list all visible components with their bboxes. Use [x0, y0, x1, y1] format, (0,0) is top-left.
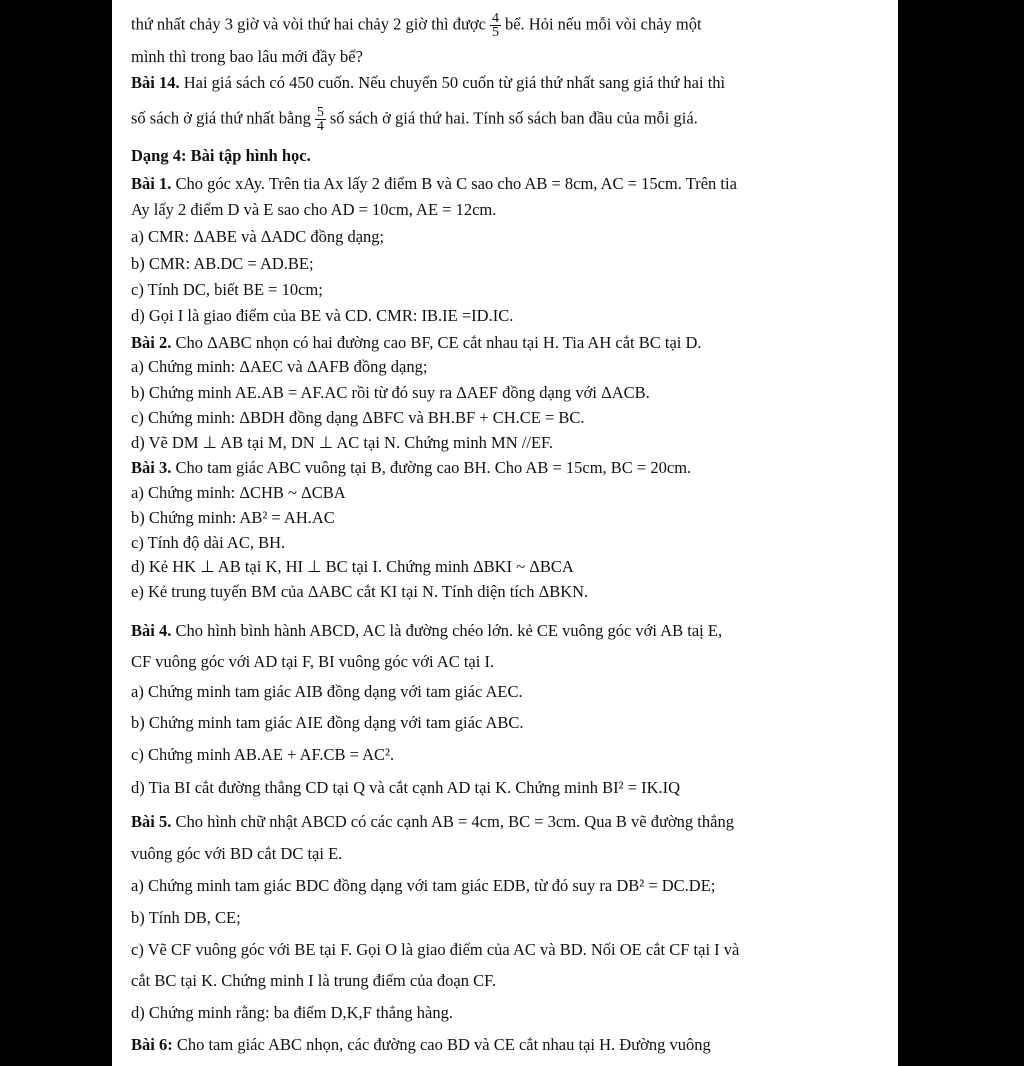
text-line: số sách ở giá thứ nhất bằng $\frac{5}{4}$ số sách ở giá thứ hai. Tính số sách ban đầu của mỗi giá.: [131, 105, 698, 134]
text-line: Bài 3. Cho tam giác ABC vuông tại B, đường cao BH. Cho AB = 15cm, BC = 20cm.: [131, 458, 692, 477]
text-line: c) Tính DC, biết BE = 10cm;: [131, 280, 323, 299]
text-line: Ay lấy 2 điểm D và E sao cho AD = 10cm, AE = 12cm.: [131, 200, 497, 219]
text-line: cắt BC tại K. Chứng minh I là trung điểm của đoạn CF.: [131, 971, 497, 990]
text-line: Bài 1. Cho góc xAy. Trên tia Ax lấy 2 điểm B và C sao cho AB = 8cm, AC = 15cm. Trên tia: [131, 174, 737, 193]
text-line: d) Vẽ DM ⊥ AB tại M, DN ⊥ AC tại N. Chứng minh MN //EF.: [131, 433, 553, 452]
text-line: Bài 14. Hai giá sách có 450 cuốn. Nếu chuyển 50 cuốn từ giá thứ nhất sang giá thứ hai thì: [131, 73, 726, 92]
text-line: a) Chứng minh: ΔAEC và ΔAFB đồng dạng;: [131, 357, 428, 376]
text-line: a) Chứng minh tam giác BDC đồng dạng với tam giác EDB, từ đó suy ra DB² = DC.DE;: [131, 876, 716, 895]
document-page: [112, 0, 898, 1066]
text-line: Bài 4. Cho hình bình hành ABCD, AC là đường chéo lớn. kẻ CE vuông góc với AB taị E,: [131, 621, 723, 640]
text-line: d) Gọi I là giao điểm của BE và CD. CMR: IB.IE =ID.IC.: [131, 306, 514, 325]
text-line: c) Chứng minh: ΔBDH đồng dạng ΔBFC và BH.BF + CH.CE = BC.: [131, 408, 585, 427]
text-line: a) CMR: ΔABE và ΔADC đồng dạng;: [131, 227, 385, 246]
text-line: e) Kẻ trung tuyến BM của ΔABC cắt KI tại N. Tính diện tích ΔBKN.: [131, 582, 589, 601]
text-line: c) Tính độ dài AC, BH.: [131, 533, 286, 552]
text-line: b) Chứng minh: AB² = AH.AC: [131, 508, 335, 527]
text-line: Bài 6: Cho tam giác ABC nhọn, các đường cao BD và CE cắt nhau tại H. Đường vuông: [131, 1035, 711, 1054]
text-line: thứ nhất chảy 3 giờ và vòi thứ hai chảy 2 giờ thì được $\frac{4}{5}$ bể. Hỏi nếu mỗi vòi chảy một: [131, 11, 702, 40]
text-line: d) Kẻ HK ⊥ AB tại K, HI ⊥ BC tại I. Chứng minh ΔBKI ~ ΔBCA: [131, 557, 574, 576]
text-line: b) Tính DB, CE;: [131, 908, 241, 927]
text-line: vuông góc với BD cắt DC tại E.: [131, 844, 343, 863]
text-line: b) Chứng minh tam giác AIE đồng dạng với tam giác ABC.: [131, 713, 524, 732]
text-line: Bài 5. Cho hình chữ nhật ABCD có các cạnh AB = 4cm, BC = 3cm. Qua B vẽ đường thẳng: [131, 812, 734, 831]
text-line: Bài 2. Cho ΔABC nhọn có hai đường cao BF, CE cắt nhau tại H. Tia AH cắt BC tại D.: [131, 333, 702, 352]
fraction: $\frac{5}{4}$: [316, 105, 324, 134]
text-line: b) CMR: AB.DC = AD.BE;: [131, 254, 314, 273]
text-line: d) Chứng minh rằng: ba điểm D,K,F thẳng hàng.: [131, 1003, 453, 1022]
text-line: b) Chứng minh AE.AB = AF.AC rồi từ đó suy ra ΔAEF đồng dạng với ΔACB.: [131, 383, 650, 402]
fraction: $\frac{4}{5}$: [491, 11, 499, 40]
text-line: d) Tia BI cắt đường thẳng CD tại Q và cắt cạnh AD tại K. Chứng minh BI² = IK.IQ: [131, 778, 681, 797]
section-heading: Dạng 4: Bài tập hình học.: [131, 146, 311, 165]
text-line: a) Chứng minh tam giác AIB đồng dạng với tam giác AEC.: [131, 682, 523, 701]
text-line: a) Chứng minh: ΔCHB ~ ΔCBA: [131, 483, 346, 502]
text-line: c) Chứng minh AB.AE + AF.CB = AC².: [131, 745, 395, 764]
text-line: c) Vẽ CF vuông góc với BE tại F. Gọi O là giao điểm của AC và BD. Nối OE cắt CF tại I và: [131, 940, 740, 959]
text-line: mình thì trong bao lâu mới đầy bể?: [131, 47, 363, 66]
text-line: CF vuông góc với AD tại F, BI vuông góc với AC tại I.: [131, 652, 495, 671]
